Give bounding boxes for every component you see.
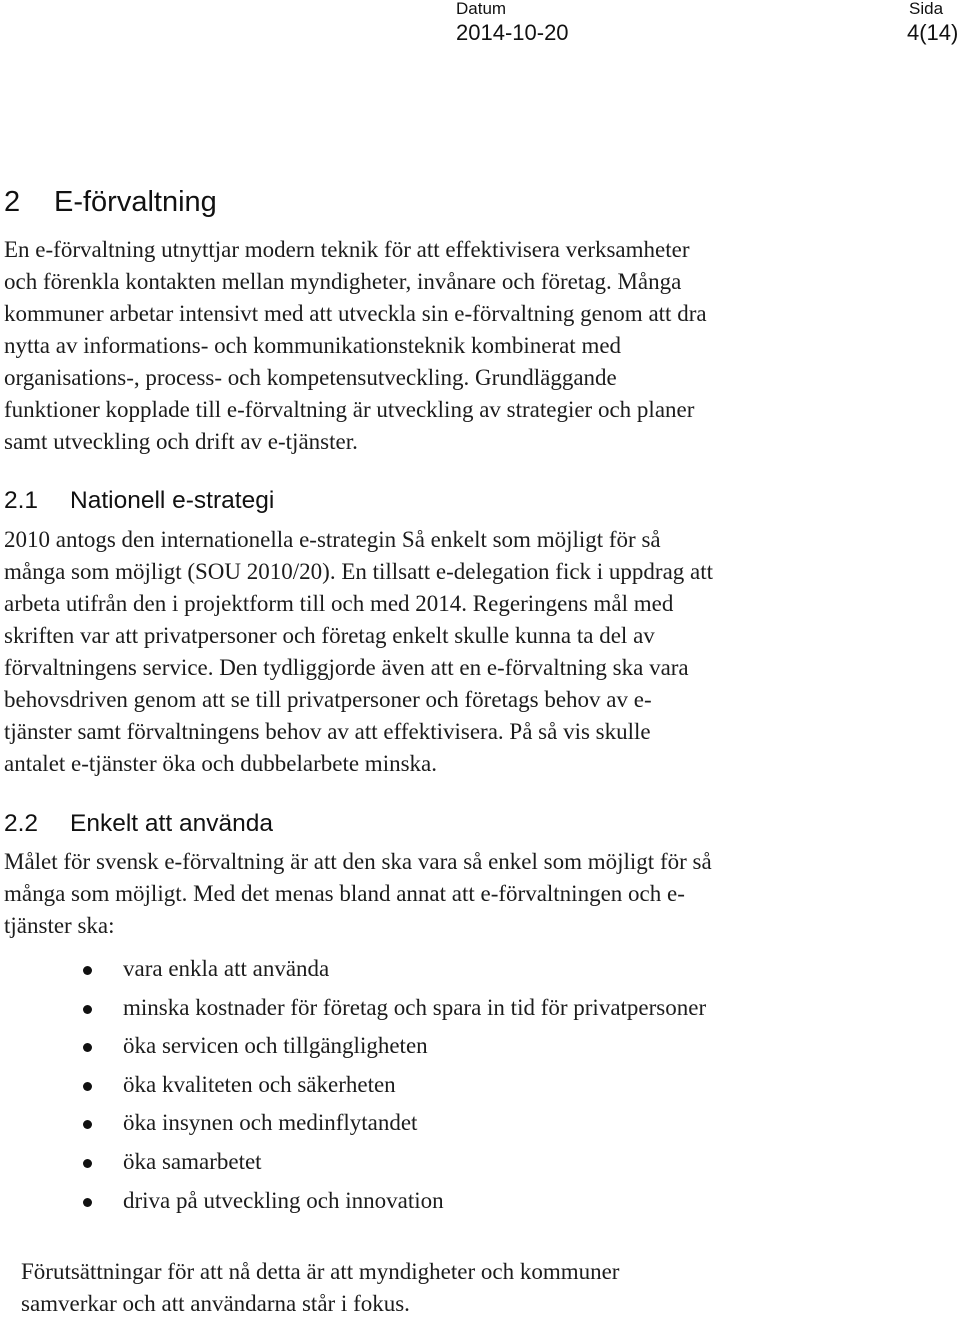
- list-item-text: öka servicen och tillgängligheten: [123, 1033, 428, 1059]
- subsection-title: Enkelt att använda: [70, 810, 273, 837]
- list-item-text: öka insynen och medinflytandet: [123, 1110, 418, 1136]
- closing-paragraph: Förutsättningar för att nå detta är att myndigheter och kommuner samverkar och att användarna står i fokus.: [21, 1259, 620, 1316]
- subsection-heading-2-1: [4, 486, 274, 516]
- bullet-icon: [83, 1082, 92, 1091]
- bullet-icon: [83, 1159, 92, 1168]
- section-heading: [4, 185, 217, 219]
- date-value: 2014-10-20: [456, 20, 569, 45]
- subsection-title: Nationell e-strategi: [70, 487, 275, 514]
- list-item-text: driva på utveckling och innovation: [123, 1187, 444, 1213]
- subsection-2-2-paragraph: Målet för svensk e-förvaltning är att den ska vara så enkel som möjligt för så många som möjligt. Med det menas bland annat att e-förvaltningen och e- tjänster ska:: [4, 849, 712, 938]
- bullet-icon: [83, 1198, 92, 1207]
- list-item-text: vara enkla att använda: [123, 956, 330, 981]
- list-item-text: öka samarbetet: [123, 1148, 262, 1174]
- list-item-text: öka kvaliteten och säkerheten: [123, 1071, 396, 1097]
- subsection-number: 2.2: [4, 810, 39, 837]
- subsection-number: 2.1: [4, 487, 39, 514]
- bullet-icon: [83, 966, 92, 975]
- page-number: 4(14): [907, 20, 959, 45]
- bullet-icon: [83, 1120, 92, 1129]
- subsection-2-1-paragraph: 2010 antogs den internationella e-strategin Så enkelt som möjligt för så många som möjligt (SOU 2010/20). En tillsatt e-delegation fick i uppdrag att arbeta utifrån den i projektform till och med 2014. Regeringens mål med skriften var att privatpersoner och företag enkelt skulle kunna ta del av förvaltningens service. Den tydliggjorde även att en e-förvaltning ska vara behovsdriven genom att se till privatpersoner och företags behov av e- tjänster samt förvaltningens behov av att effektivisera. På så vis skulle antalet e-tjänster öka och dubbelarbete minska.: [4, 527, 714, 776]
- section-number: 2: [4, 186, 21, 218]
- page-label: Sida: [909, 0, 944, 18]
- section-title: E-förvaltning: [54, 186, 217, 218]
- bullet-icon: [83, 1043, 92, 1052]
- list-item-text: minska kostnader för företag och spara in tid för privatpersoner: [123, 994, 707, 1020]
- bullet-icon: [83, 1005, 92, 1014]
- subsection-heading-2-2: [4, 809, 273, 839]
- date-label: Datum: [456, 0, 507, 18]
- section-intro-paragraph: En e-förvaltning utnyttjar modern teknik för att effektivisera verksamheter och förenkla kontakten mellan myndigheter, invånare och företag. Många kommuner arbetar intensivt med att utveckla sin e-förvaltning genom att dra nytta av informations- och kommunikationsteknik kombinerat med organisations-, process- och kompetensutveckling. Grundläggande funktioner kopplade till e-förvaltning är utveckling av strategier och planer samt utveckling och drift av e-tjänster.: [4, 237, 707, 454]
